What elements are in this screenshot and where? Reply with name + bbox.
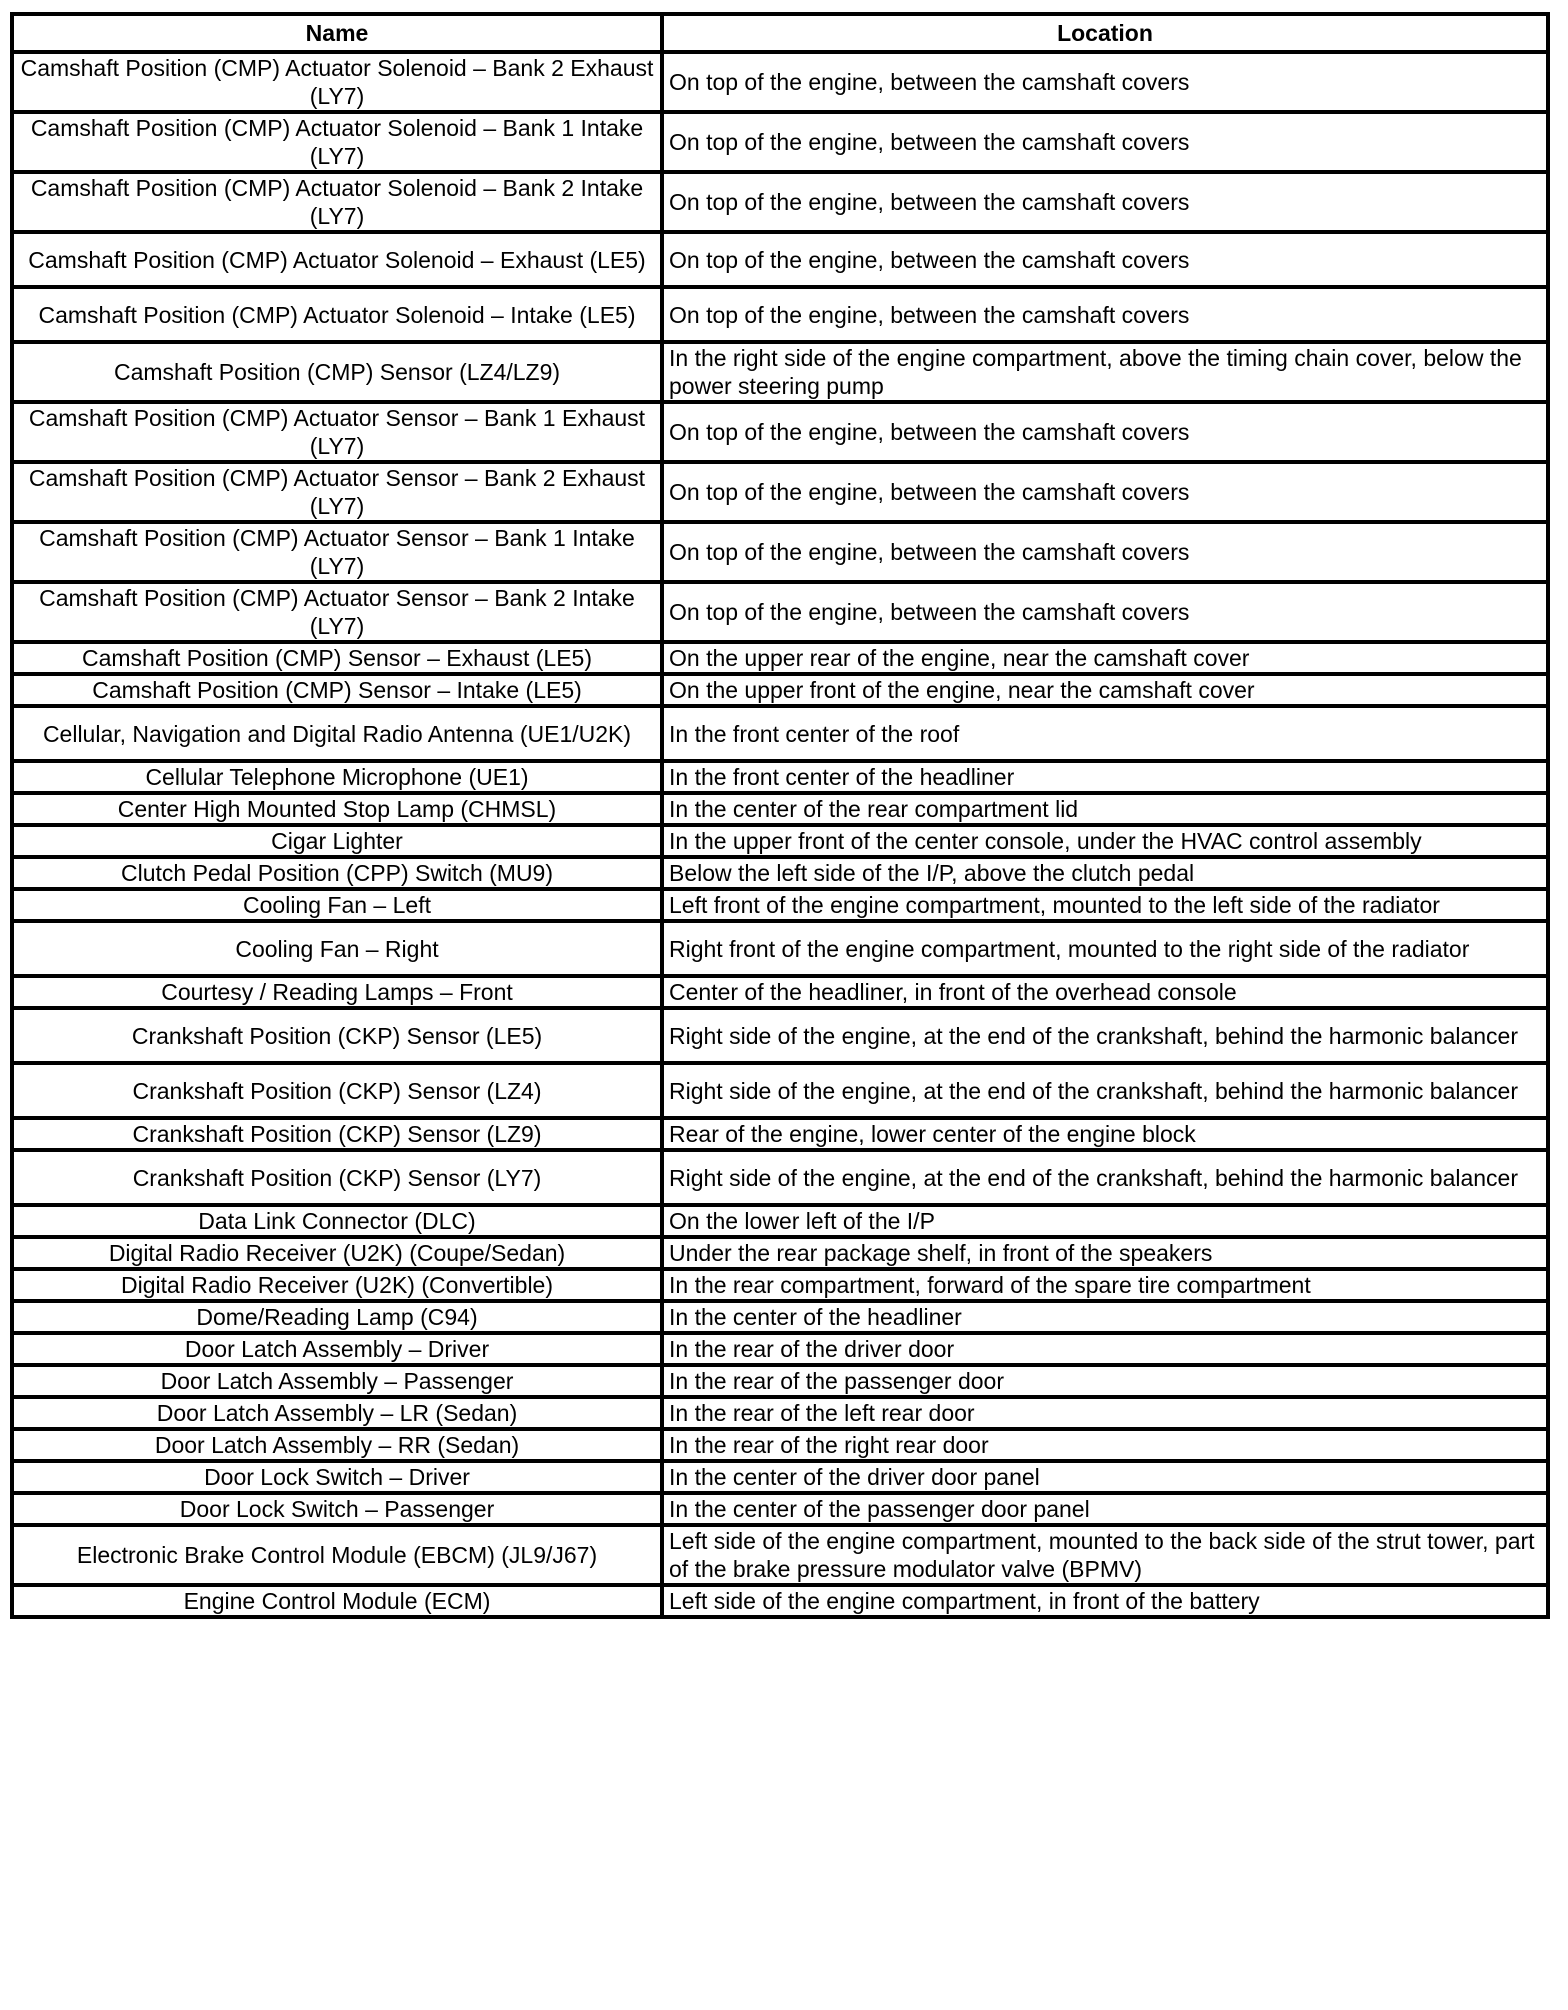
component-name-cell: Camshaft Position (CMP) Actuator Solenoid – Bank 2 Exhaust (LY7) xyxy=(12,52,662,112)
component-location-cell: Center of the headliner, in front of the overhead console xyxy=(662,976,1548,1008)
component-name-cell: Camshaft Position (CMP) Actuator Solenoid – Exhaust (LE5) xyxy=(12,232,662,287)
component-name-cell: Door Lock Switch – Driver xyxy=(12,1461,662,1493)
component-location-cell: On top of the engine, between the camshaft covers xyxy=(662,462,1548,522)
component-name-cell: Camshaft Position (CMP) Actuator Solenoid – Intake (LE5) xyxy=(12,287,662,342)
table-row xyxy=(12,582,1548,642)
component-location-cell: In the upper front of the center console, under the HVAC control assembly xyxy=(662,825,1548,857)
table-body xyxy=(12,52,1548,1617)
component-location-cell: On the lower left of the I/P xyxy=(662,1205,1548,1237)
component-location-cell: In the front center of the headliner xyxy=(662,761,1548,793)
component-name-cell: Camshaft Position (CMP) Actuator Sensor – Bank 2 Exhaust (LY7) xyxy=(12,462,662,522)
component-location-cell: On top of the engine, between the camshaft covers xyxy=(662,582,1548,642)
table-row xyxy=(12,921,1548,976)
component-location-cell: On top of the engine, between the camshaft covers xyxy=(662,52,1548,112)
table-row xyxy=(12,1063,1548,1118)
component-name-cell: Door Latch Assembly – LR (Sedan) xyxy=(12,1397,662,1429)
table-row xyxy=(12,1585,1548,1617)
component-location-cell: In the rear of the right rear door xyxy=(662,1429,1548,1461)
table-row xyxy=(12,674,1548,706)
table-row xyxy=(12,1397,1548,1429)
component-location-cell: In the right side of the engine compartment, above the timing chain cover, below the power steering pump xyxy=(662,342,1548,402)
component-name-cell: Cigar Lighter xyxy=(12,825,662,857)
table-row xyxy=(12,825,1548,857)
component-name-cell: Camshaft Position (CMP) Actuator Sensor – Bank 2 Intake (LY7) xyxy=(12,582,662,642)
component-name-cell: Crankshaft Position (CKP) Sensor (LZ9) xyxy=(12,1118,662,1150)
component-name-cell: Door Latch Assembly – RR (Sedan) xyxy=(12,1429,662,1461)
table-row xyxy=(12,1205,1548,1237)
component-name-cell: Data Link Connector (DLC) xyxy=(12,1205,662,1237)
component-location-cell: Right side of the engine, at the end of the crankshaft, behind the harmonic balancer xyxy=(662,1008,1548,1063)
table-row xyxy=(12,232,1548,287)
component-name-cell: Crankshaft Position (CKP) Sensor (LZ4) xyxy=(12,1063,662,1118)
table-row xyxy=(12,1269,1548,1301)
component-name-cell: Crankshaft Position (CKP) Sensor (LY7) xyxy=(12,1150,662,1205)
component-name-cell: Door Latch Assembly – Driver xyxy=(12,1333,662,1365)
component-location-cell: Under the rear package shelf, in front of the speakers xyxy=(662,1237,1548,1269)
table-row xyxy=(12,287,1548,342)
table-row xyxy=(12,1333,1548,1365)
component-location-cell: In the rear compartment, forward of the spare tire compartment xyxy=(662,1269,1548,1301)
table-row xyxy=(12,1525,1548,1585)
component-location-cell: On top of the engine, between the camshaft covers xyxy=(662,287,1548,342)
table-row xyxy=(12,522,1548,582)
component-location-cell: Left side of the engine compartment, in front of the battery xyxy=(662,1585,1548,1617)
component-location-cell: In the rear of the driver door xyxy=(662,1333,1548,1365)
component-location-cell: Right side of the engine, at the end of the crankshaft, behind the harmonic balancer xyxy=(662,1063,1548,1118)
component-location-cell: On top of the engine, between the camshaft covers xyxy=(662,112,1548,172)
component-name-cell: Courtesy / Reading Lamps – Front xyxy=(12,976,662,1008)
component-location-cell: Rear of the engine, lower center of the engine block xyxy=(662,1118,1548,1150)
component-location-cell: On top of the engine, between the camshaft covers xyxy=(662,522,1548,582)
table-row xyxy=(12,52,1548,112)
component-name-cell: Digital Radio Receiver (U2K) (Coupe/Sedan) xyxy=(12,1237,662,1269)
component-location-cell: On top of the engine, between the camshaft covers xyxy=(662,172,1548,232)
component-location-cell: On top of the engine, between the camshaft covers xyxy=(662,402,1548,462)
component-name-cell: Camshaft Position (CMP) Actuator Solenoid – Bank 2 Intake (LY7) xyxy=(12,172,662,232)
component-name-cell: Cellular Telephone Microphone (UE1) xyxy=(12,761,662,793)
component-location-cell: On the upper rear of the engine, near the camshaft cover xyxy=(662,642,1548,674)
table-row xyxy=(12,112,1548,172)
component-name-cell: Camshaft Position (CMP) Actuator Sensor – Bank 1 Exhaust (LY7) xyxy=(12,402,662,462)
table-row xyxy=(12,402,1548,462)
table-row xyxy=(12,857,1548,889)
table-row xyxy=(12,1237,1548,1269)
table-row xyxy=(12,1301,1548,1333)
component-name-cell: Door Lock Switch – Passenger xyxy=(12,1493,662,1525)
table-row xyxy=(12,793,1548,825)
component-name-cell: Cooling Fan – Left xyxy=(12,889,662,921)
table-row xyxy=(12,1461,1548,1493)
component-location-cell: Right front of the engine compartment, mounted to the right side of the radiator xyxy=(662,921,1548,976)
table-header-row xyxy=(12,14,1548,52)
component-name-cell: Electronic Brake Control Module (EBCM) (JL9/J67) xyxy=(12,1525,662,1585)
component-name-cell: Camshaft Position (CMP) Sensor – Intake (LE5) xyxy=(12,674,662,706)
component-location-cell: In the front center of the roof xyxy=(662,706,1548,761)
component-name-cell: Clutch Pedal Position (CPP) Switch (MU9) xyxy=(12,857,662,889)
component-location-cell: Right side of the engine, at the end of the crankshaft, behind the harmonic balancer xyxy=(662,1150,1548,1205)
component-name-cell: Camshaft Position (CMP) Actuator Solenoid – Bank 1 Intake (LY7) xyxy=(12,112,662,172)
component-name-cell: Dome/Reading Lamp (C94) xyxy=(12,1301,662,1333)
component-location-cell: On top of the engine, between the camshaft covers xyxy=(662,232,1548,287)
component-location-cell: Left side of the engine compartment, mounted to the back side of the strut tower, part of the brake pressure modulator valve (BPMV) xyxy=(662,1525,1548,1585)
table-row xyxy=(12,462,1548,522)
component-location-cell: On the upper front of the engine, near the camshaft cover xyxy=(662,674,1548,706)
component-location-cell: Below the left side of the I/P, above the clutch pedal xyxy=(662,857,1548,889)
component-location-cell: In the center of the headliner xyxy=(662,1301,1548,1333)
component-name-cell: Camshaft Position (CMP) Actuator Sensor – Bank 1 Intake (LY7) xyxy=(12,522,662,582)
component-location-cell: In the center of the driver door panel xyxy=(662,1461,1548,1493)
table-row xyxy=(12,1429,1548,1461)
component-name-cell: Cooling Fan – Right xyxy=(12,921,662,976)
component-name-cell: Crankshaft Position (CKP) Sensor (LE5) xyxy=(12,1008,662,1063)
table-row xyxy=(12,1493,1548,1525)
component-location-cell: Left front of the engine compartment, mounted to the left side of the radiator xyxy=(662,889,1548,921)
table-row xyxy=(12,1150,1548,1205)
component-name-cell: Camshaft Position (CMP) Sensor – Exhaust (LE5) xyxy=(12,642,662,674)
component-location-cell: In the rear of the left rear door xyxy=(662,1397,1548,1429)
component-name-cell: Cellular, Navigation and Digital Radio Antenna (UE1/U2K) xyxy=(12,706,662,761)
table-row xyxy=(12,1118,1548,1150)
component-location-cell: In the rear of the passenger door xyxy=(662,1365,1548,1397)
component-location-cell: In the center of the rear compartment lid xyxy=(662,793,1548,825)
table-row xyxy=(12,761,1548,793)
table-row xyxy=(12,172,1548,232)
component-name-cell: Digital Radio Receiver (U2K) (Convertible) xyxy=(12,1269,662,1301)
component-location-cell: In the center of the passenger door panel xyxy=(662,1493,1548,1525)
table-row xyxy=(12,642,1548,674)
component-name-cell: Camshaft Position (CMP) Sensor (LZ4/LZ9) xyxy=(12,342,662,402)
table-row xyxy=(12,706,1548,761)
column-header-location: Location xyxy=(662,14,1548,52)
component-name-cell: Engine Control Module (ECM) xyxy=(12,1585,662,1617)
table-row xyxy=(12,976,1548,1008)
table-row xyxy=(12,342,1548,402)
table-row xyxy=(12,889,1548,921)
table-row xyxy=(12,1008,1548,1063)
component-name-cell: Door Latch Assembly – Passenger xyxy=(12,1365,662,1397)
component-name-cell: Center High Mounted Stop Lamp (CHMSL) xyxy=(12,793,662,825)
component-location-table xyxy=(10,12,1550,1619)
table-row xyxy=(12,1365,1548,1397)
column-header-name: Name xyxy=(12,14,662,52)
